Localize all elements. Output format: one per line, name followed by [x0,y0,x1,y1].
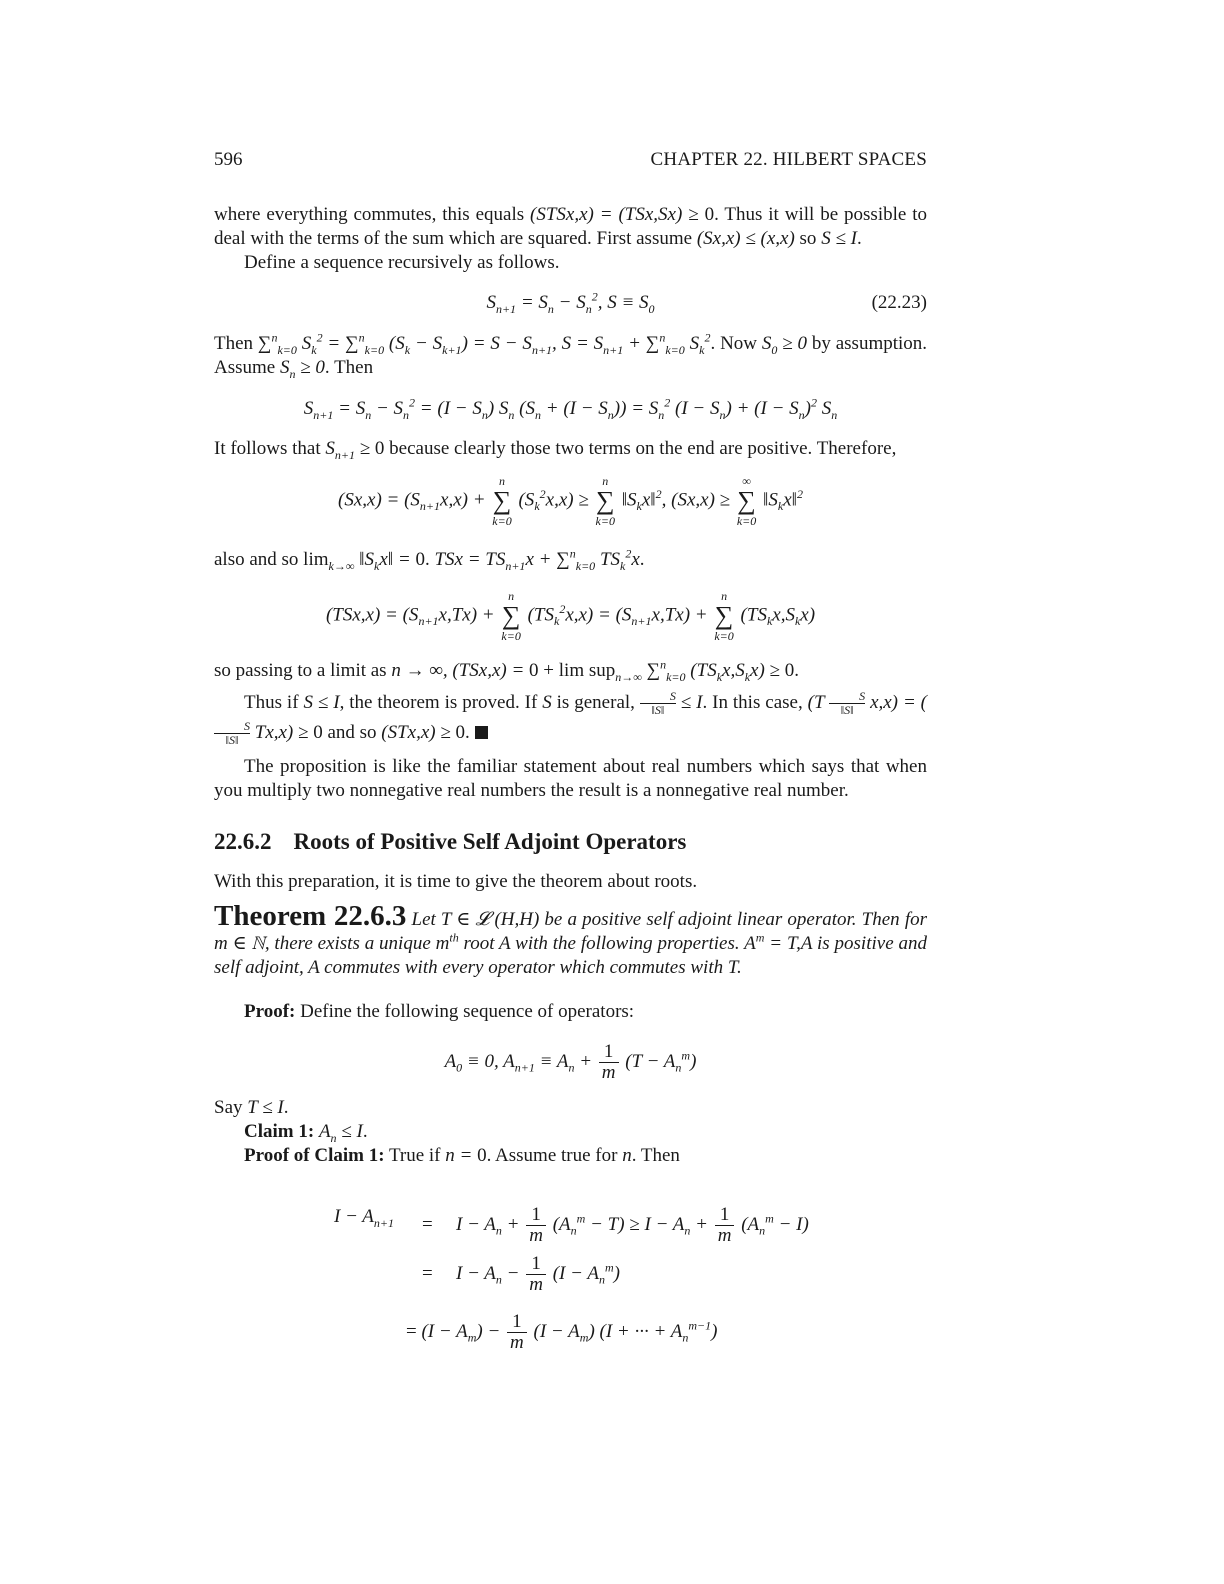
paragraph-4: It follows that $S_{n+1} \ge 0$ because clearly those two terms on the end are positive. Therefore, [214,438,897,462]
proof-of-claim-1: Proof of Claim 1: True if n = 0. Assume true for n. Then [244,1145,680,1166]
equation-sn-plus-1: $S_{n+1} = S_n - S_n^2 = (I - S_n)$ $S_n$ $(S_n + (I - S_n)) = S_n^2$ $(I - S_n) + (I - S_n)^2$ $S_n$ [303,395,838,422]
proof-label: Proof: [244,1001,296,1022]
paragraph-5: also and so $\lim_{k\to\infty}$ $‖S_kx‖ = 0$. TSx = $TS_{n+1}x + \sum^n_{k=0}$ $TS_k^2x$. [214,546,645,573]
claim-1: Claim 1: $A_n \le I$. [244,1121,368,1145]
paragraph-8: The proposition is like the familiar statement about real numbers which says that when you multiply two nonnegative real numbers the result is a nonnegative real number. [214,756,927,801]
proof-intro: Proof: Define the following sequence of operators: [244,1001,635,1022]
running-header [214,148,927,172]
paragraph-1: where everything commutes, this equals (STSx,x) = (TSx,Sx) ≥ 0. Thus it will be possible to deal with the terms of the sum which are squared. First assume (Sx,x) ≤ (x,x) so S ≤ I. [214,204,927,249]
align-eq-1: = [422,1214,433,1235]
paragraph-2: Define a sequence recursively as follows. [244,252,560,273]
theorem-label: Theorem 22.6.3 [214,900,407,932]
paragraph-7: Thus if S ≤ I, the theorem is proved. If S is general, $\frac{S}{‖S‖} \le I$. In this case, (T $\frac{S}{‖S‖} x,x$) = ( $\frac{S}{‖S‖} Tx,x) \ge 0$ and so (STx,x) ≥ 0. [214,688,927,748]
paragraph-3: Then ∑$^n_{k=0}$ $S_k^2 = \sum^n_{k=0}$ $(S_k - S_{k+1}) = S - S_{n+1}$, $S = S_{n+1} + \sum^n_{k=0}$ $S_k^2$. Now $S_0 \ge 0$ by assumption. Assume $S_n \ge 0$. Then [214,330,928,381]
paragraph-9: With this preparation, it is time to give the theorem about roots. [214,871,698,892]
equation-sum-bound: $(Sx,x) = (S_{n+1}x,x)$ + n ∑ k=0 $(S_k^2x,x)$ ≥ n ∑ k=0 $‖S_kx‖^2$, (Sx,x) ≥ ∞ ∑ k=0 $‖S_kx‖^2$ [338,474,803,528]
proof-claim-label: Proof of Claim 1: [244,1145,385,1166]
section-title: Roots of Positive Self Adjoint Operators [293,829,687,854]
qed-icon [475,726,488,739]
chapter-title: CHAPTER 22. HILBERT SPACES [650,149,927,170]
section-number: 22.6.2 [214,829,272,854]
align-row-1: $I - A_{n+1}$ [334,1206,395,1230]
theorem-22-6-3: Theorem 22.6.3 Let T ∈ 𝓛 (H,H) be a positive self adjoint linear operator. Then for m ∈ ℕ, there exists a unique $m^{th}$ root A with the following properties. $A^m = T,A$ is positive and self adjoint, A commutes with every operator which commutes with T. [214,900,927,978]
section-heading [214,830,686,854]
page-number: 596 [214,149,243,170]
equation-tsx: $(TSx,x) = (S_{n+1}x,Tx)$ + n ∑ k=0 $(TS_k^2x,x) = (S_{n+1}x,Tx)$ + n ∑ k=0 $(TS_kx,S_kx)$ [325,589,816,643]
align-eq-2: = [422,1263,433,1284]
equation-a-sequence: $A_0 \equiv 0$, $A_{n+1} \equiv A_n$ + $\frac{1}{m}$ $(T - A_n^m)$ [444,1041,697,1083]
align-rhs-2: $I - A_n$ − $\frac{1}{m}$ $(I - A_n^m)$ [456,1253,620,1295]
equation-number: (22.23) [871,292,927,313]
claim-label: Claim 1: [244,1121,315,1142]
say-line: Say T ≤ I. [214,1097,289,1118]
align-rhs-1: $I - A_n$ + $\frac{1}{m}$ $(A_n^m - T) \ge I - A_n$ + $\frac{1}{m}$ $(A_n^m - I)$ [456,1204,809,1246]
align-row-3: = $(I - A_m)$ − $\frac{1}{m}$ $(I - A_m)$ (I + ··· + $A_n^{m-1}$) [406,1311,718,1353]
paragraph-6: so passing to a limit as n → ∞, (TSx,x) = 0 + lim sup$_{n\to\infty}$ ∑$^n_{k=0}$ $(TS_kx,S_kx) \ge 0$. [214,657,799,684]
equation-22-23: $S_{n+1} = S_n - S_n^2$, $S \equiv S_0$ (22.23) [486,289,927,316]
